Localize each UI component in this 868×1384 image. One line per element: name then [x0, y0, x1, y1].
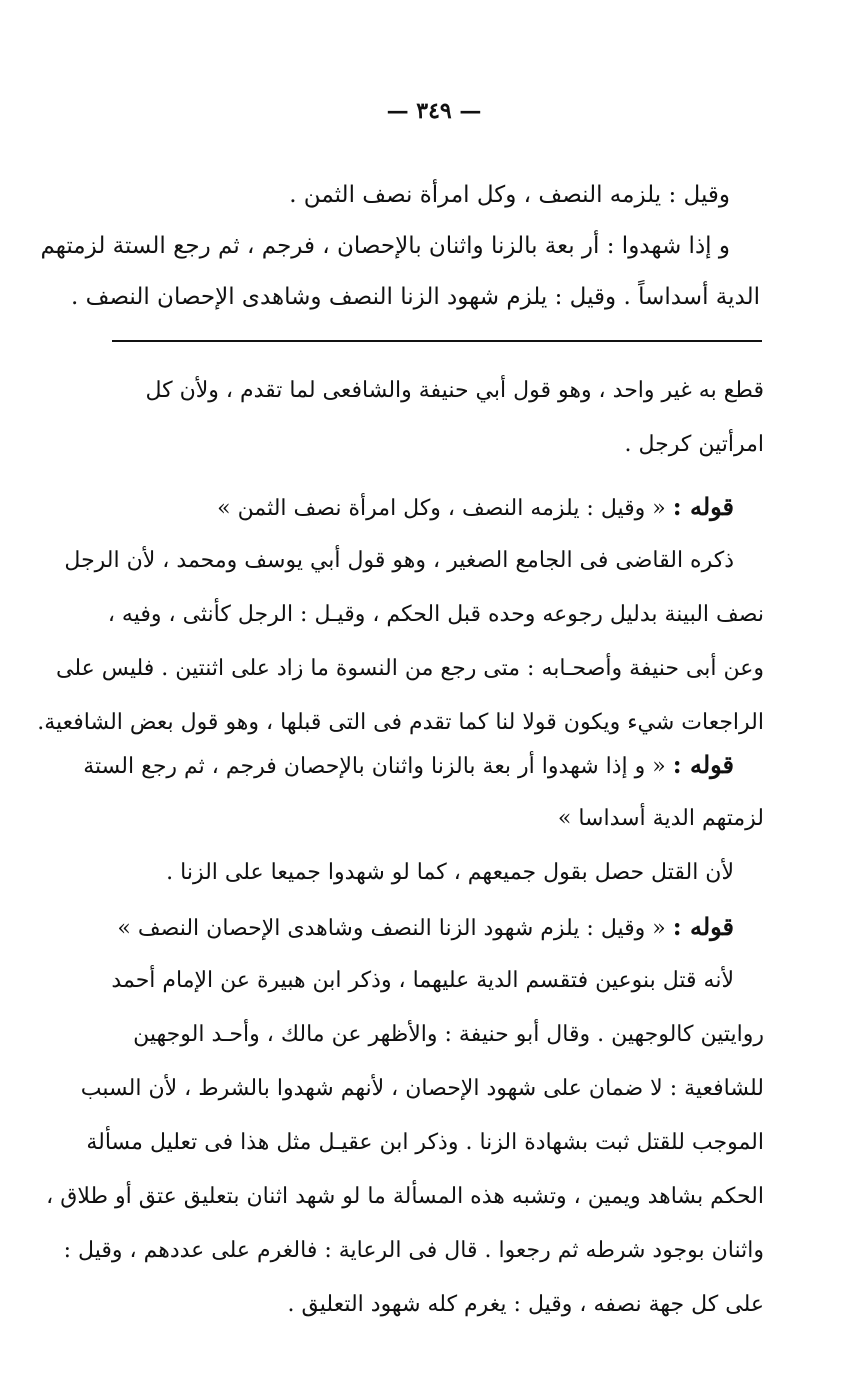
commentary-paragraph-3	[83, 738, 764, 900]
section-divider	[112, 340, 762, 342]
text-line: الراجعات شيء ويكون قولا لنا كما تقدم فى التى قبلها ، وهو قول بعض الشافعية.	[37, 710, 764, 735]
commentary-paragraph-4	[46, 900, 764, 1332]
qawluhu-label: قوله :	[672, 492, 734, 521]
text-line: روايتين كالوجهين . وقال أبو حنيفة : والأظهر عن مالك ، وأحـد الوجهين	[133, 1022, 764, 1047]
text-line: واثنان بوجود شرطه ثم رجعوا . قال فى الرعاية : فالغرم على عددهم ، وقيل :	[63, 1238, 764, 1263]
text-line: لأنه قتل بنوعين فتقسم الدية عليهما ، وذكر ابن هبيرة عن الإمام أحمد	[111, 968, 734, 993]
text-line: و إذا شهدوا : أر بعة بالزنا واثنان بالإحصان ، فرجم ، ثم رجع الستة لزمتهم	[40, 233, 730, 259]
quote-line	[83, 738, 764, 792]
quote-line	[118, 480, 764, 534]
text-line: امرأتين كرجل .	[624, 432, 764, 457]
quoted-text: « و إذا شهدوا أر بعة بالزنا واثنان بالإحصان فرجم ، ثم رجع الستة	[83, 754, 666, 779]
qawluhu-label: قوله :	[672, 912, 734, 941]
commentary-paragraph-1	[118, 364, 764, 472]
commentary-paragraph-2	[37, 480, 764, 750]
text-line: على كل جهة نصفه ، وقيل : يغرم كله شهود التعليق .	[287, 1292, 764, 1317]
quote-line	[118, 900, 764, 954]
text-line: الموجب للقتل ثبت بشهادة الزنا . وذكر ابن عقيـل مثل هذا فى تعليل مسألة	[86, 1130, 764, 1155]
quoted-text-continued: لزمتهم الدية أسداسا »	[557, 806, 764, 831]
page-number: — ٣٤٩ —	[386, 98, 482, 124]
text-line: ذكره القاضى فى الجامع الصغير ، وهو قول أبي يوسف ومحمد ، لأن الرجل	[64, 548, 734, 573]
main-text	[40, 170, 760, 323]
text-line: وقيل : يلزمه النصف ، وكل امرأة نصف الثمن .	[289, 182, 730, 208]
qawluhu-label: قوله :	[672, 750, 734, 779]
text-line: نصف البينة بدليل رجوعه وحده قبل الحكم ، وقيـل : الرجل كأنثى ، وفيه ،	[107, 602, 764, 627]
text-line: الدية أسداساً . وقيل : يلزم شهود الزنا النصف وشاهدى الإحصان النصف .	[71, 284, 760, 310]
text-line: الحكم بشاهد ويمين ، وتشبه هذه المسألة ما لو شهد اثنان بتعليق عتق أو طلاق ،	[46, 1184, 764, 1209]
text-line: لأن القتل حصل بقول جميعهم ، كما لو شهدوا جميعا على الزنا .	[166, 860, 734, 885]
text-line: قطع به غير واحد ، وهو قول أبي حنيفة والشافعى لما تقدم ، ولأن كل	[145, 378, 764, 403]
quoted-text: « وقيل : يلزم شهود الزنا النصف وشاهدى الإحصان النصف »	[117, 916, 666, 941]
text-line: للشافعية : لا ضمان على شهود الإحصان ، لأنهم شهدوا بالشرط ، لأن السبب	[80, 1076, 764, 1101]
text-line: وعن أبى حنيفة وأصحـابه : متى رجع من النسوة ما زاد على اثنتين . فليس على	[56, 656, 764, 681]
quoted-text: « وقيل : يلزمه النصف ، وكل امرأة نصف الثمن »	[217, 496, 666, 521]
